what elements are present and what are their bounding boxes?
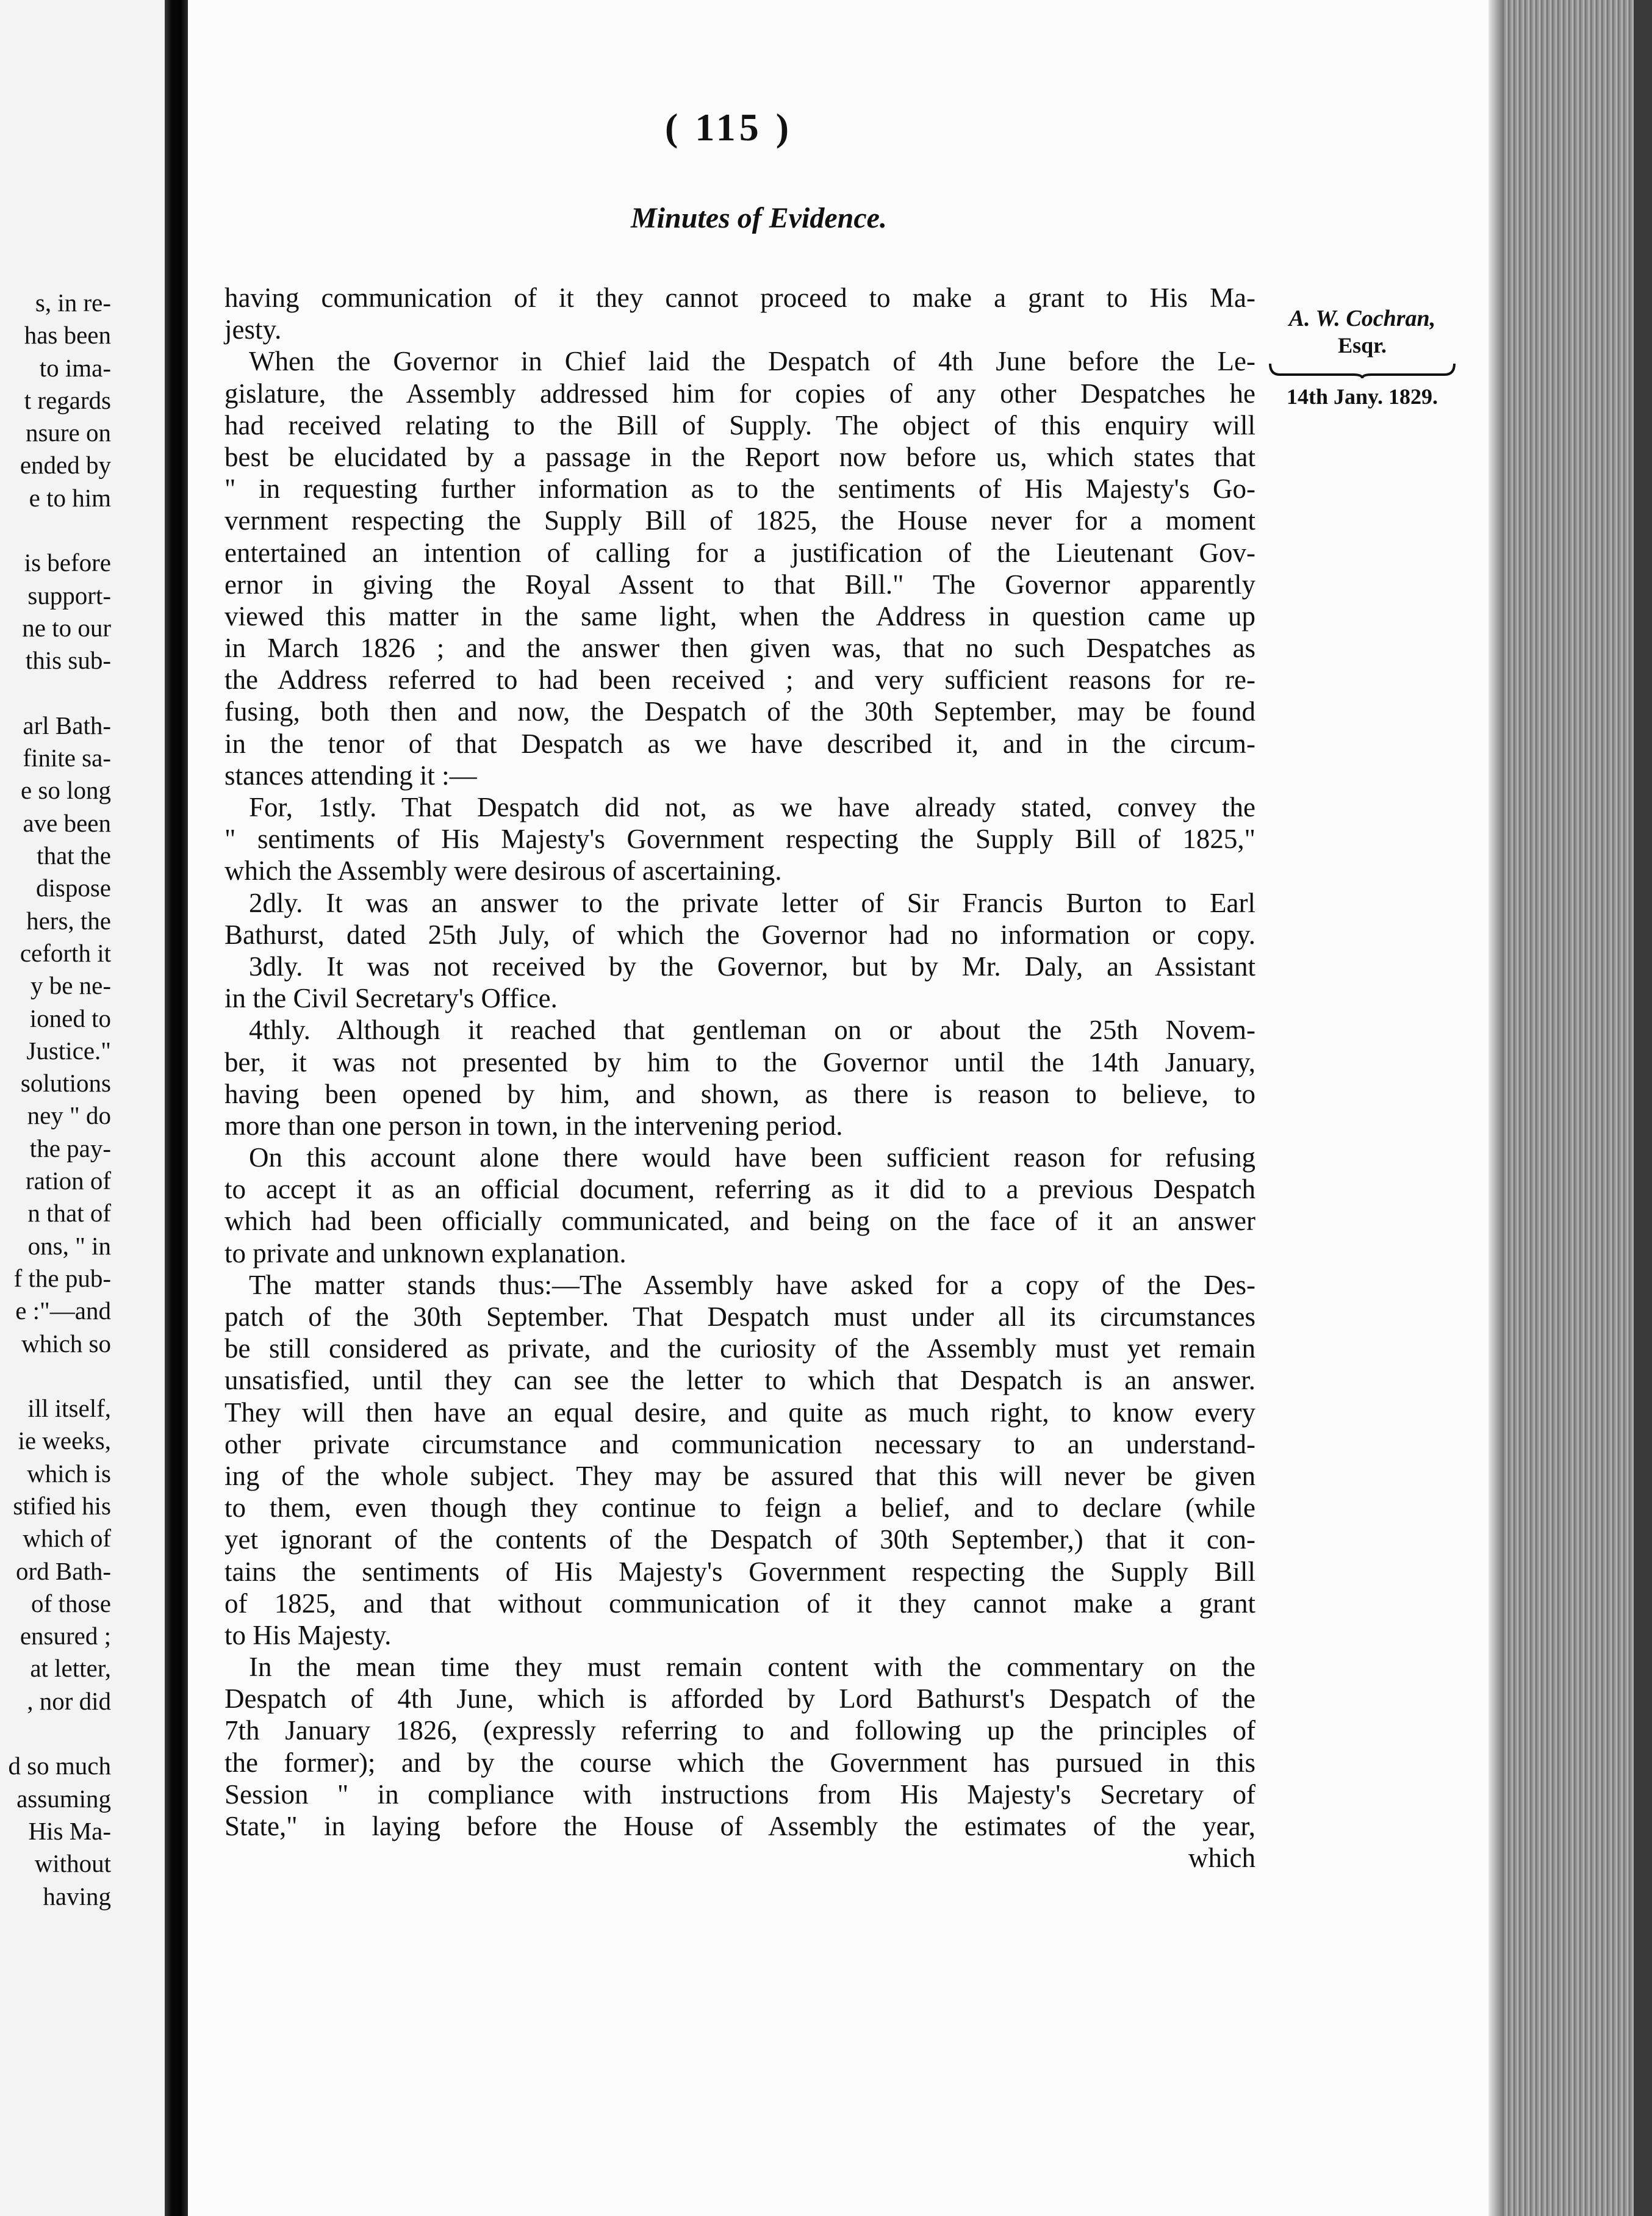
body-line: " sentiments of His Majesty's Government respecting the Supply Bill of 1825,": [224, 824, 1255, 855]
left-page-line: ave been: [23, 808, 111, 837]
page-edges: [1489, 0, 1652, 2216]
left-page-line: hers, the: [26, 906, 111, 935]
body-line: the Address referred to had been received ; and very sufficient reasons for re-: [224, 664, 1255, 696]
left-page-line: which of: [23, 1524, 111, 1553]
body-line: gislature, the Assembly addressed him for copies of any other Despatches he: [224, 378, 1255, 409]
evidence-date: 14th Jany. 1829.: [1286, 384, 1438, 409]
left-page-line: ill itself,: [27, 1394, 111, 1423]
body-line: 7th January 1826, (expressly referring to and following up the principles of: [224, 1715, 1255, 1746]
left-page-line: d so much: [8, 1752, 111, 1780]
left-page-line: at letter,: [30, 1654, 111, 1683]
body-line: of 1825, and that without communication of it they cannot make a grant: [224, 1588, 1255, 1619]
left-page-line: ne to our: [22, 613, 111, 642]
body-line: having communication of it they cannot proceed to make a grant to His Ma-: [224, 282, 1255, 313]
left-page-line: dispose: [36, 874, 111, 902]
body-line: other private circumstance and communication necessary to an understand-: [224, 1428, 1255, 1459]
body-line: in the Civil Secretary's Office.: [224, 983, 558, 1014]
body-line: In the mean time they must remain content with the commentary on the: [249, 1652, 1255, 1683]
left-page-line: solutions: [20, 1069, 111, 1098]
left-page-line: ensured ;: [20, 1622, 111, 1650]
left-page-line: e so long: [20, 776, 111, 805]
body-line: The matter stands thus:—The Assembly have asked for a copy of the Des-: [249, 1269, 1255, 1300]
body-line: which had been officially communicated, and being on the face of it an answer: [224, 1206, 1255, 1237]
body-line: ing of the whole subject. They may be assured that this will never be given: [224, 1460, 1255, 1491]
body-line: " in requesting further information as to the sentiments of His Majesty's Go-: [224, 473, 1255, 505]
left-page-line: which is: [27, 1459, 111, 1488]
body-line: to private and unknown explanation.: [224, 1237, 627, 1268]
left-page-gap: [0, 1718, 111, 1750]
left-page-line: ons, " in: [27, 1231, 111, 1260]
left-page-gap: [0, 514, 111, 547]
marginal-note: [1262, 305, 1463, 410]
left-page-line: ceforth it: [20, 938, 111, 967]
body-line: which: [1188, 1843, 1255, 1874]
witness-title: Esqr.: [1338, 333, 1387, 358]
left-page-line: f the pub-: [13, 1264, 111, 1292]
left-page-line: Justice.": [26, 1036, 111, 1065]
left-page-line: has been: [24, 321, 111, 350]
body-line: 2dly. It was an answer to the private letter of Sir Francis Burton to Earl: [249, 887, 1255, 918]
running-title: Minutes of Evidence.: [631, 202, 887, 234]
left-page-line: having: [43, 1882, 111, 1910]
marginal-brace: [1268, 361, 1457, 380]
left-page-line: y be ne-: [30, 971, 111, 1000]
body-line: viewed this matter in the same light, when the Address in question came up: [224, 600, 1255, 631]
left-page-line: nsure on: [25, 419, 111, 447]
left-page-line: the pay-: [29, 1134, 111, 1162]
left-page-line: arl Bath-: [23, 711, 111, 739]
body-line: unsatisfied, until they can see the letter to which that Despatch is an answer.: [224, 1365, 1255, 1396]
left-page-fragment: [0, 0, 165, 2216]
left-page-line: ord Bath-: [16, 1556, 111, 1585]
left-page-line: stified his: [13, 1491, 111, 1520]
body-line: ernor in giving the Royal Assent to that Bill." The Governor apparently: [224, 569, 1255, 600]
left-page-line: t regards: [24, 386, 111, 414]
left-page-line: which so: [21, 1329, 111, 1358]
body-line: vernment respecting the Supply Bill of 1825, the House never for a moment: [224, 505, 1255, 536]
body-line: Session " in compliance with instructions from His Majesty's Secretary of: [224, 1779, 1255, 1810]
body-line: jesty.: [224, 314, 282, 345]
body-line: best be elucidated by a passage in the Report now before us, which states that: [224, 441, 1255, 472]
left-page-line: without: [34, 1849, 111, 1878]
left-page-line: His Ma-: [28, 1816, 111, 1845]
left-page-line: ney " do: [27, 1101, 111, 1130]
left-page-line: ie weeks,: [18, 1426, 111, 1455]
left-page-line: to ima-: [39, 353, 111, 382]
body-line: Despatch of 4th June, which is afforded by Lord Bathurst's Despatch of the: [224, 1683, 1255, 1714]
body-line: 3dly. It was not received by the Governor, but by Mr. Daly, an Assistant: [249, 951, 1255, 982]
body-line: tains the sentiments of His Majesty's Government respecting the Supply Bill: [224, 1556, 1255, 1587]
body-line: having been opened by him, and shown, as there is reason to believe, to: [224, 1078, 1255, 1109]
left-page-line: of those: [31, 1589, 111, 1617]
body-text: [224, 282, 1255, 1874]
left-page-line: e to him: [29, 483, 111, 512]
left-page-line: ended by: [20, 451, 111, 480]
body-line: which the Assembly were desirous of ascertaining.: [224, 855, 782, 887]
body-line: patch of the 30th September. That Despatch must under all its circumstances: [224, 1301, 1255, 1332]
left-page-line: is before: [24, 549, 111, 577]
left-page-line: finite sa-: [23, 744, 111, 772]
body-line: in the tenor of that Despatch as we have described it, and in the circum-: [224, 728, 1255, 759]
body-line: They will then have an equal desire, and quite as much right, to know every: [224, 1397, 1255, 1428]
body-line: yet ignorant of the contents of the Despatch of 30th September,) that it con-: [224, 1524, 1255, 1555]
body-line: to accept it as an official document, referring as it did to a previous Despatch: [224, 1174, 1255, 1205]
left-page-line: ioned to: [29, 1004, 111, 1032]
left-page-line: ration of: [25, 1167, 111, 1195]
left-page-line: support-: [27, 581, 111, 610]
left-page-line: assuming: [16, 1784, 111, 1813]
left-page-gap: [0, 1360, 111, 1392]
body-line: more than one person in town, in the intervening period.: [224, 1110, 843, 1141]
body-line: to His Majesty.: [224, 1619, 392, 1650]
left-page-line: e :"—and: [15, 1297, 111, 1325]
body-line: stances attending it :—: [224, 760, 477, 791]
body-line: 4thly. Although it reached that gentleman on or about the 25th Novem-: [249, 1015, 1255, 1046]
scan-border: [1634, 0, 1652, 2216]
body-line: State," in laying before the House of Assembly the estimates of the year,: [224, 1811, 1255, 1841]
left-page-line: , nor did: [27, 1686, 111, 1715]
body-line: ber, it was not presented by him to the Governor until the 14th January,: [224, 1046, 1255, 1077]
left-page-line: that the: [37, 841, 111, 870]
left-page-line: n that of: [27, 1199, 111, 1228]
body-line: entertained an intention of calling for a justification of the Lieutenant Gov-: [224, 537, 1255, 568]
body-line: For, 1stly. That Despatch did not, as we have already stated, convey the: [249, 792, 1255, 822]
body-line: in March 1826 ; and the answer then given was, that no such Despatches as: [224, 633, 1255, 664]
body-line: fusing, both then and now, the Despatch of the 30th September, may be found: [224, 696, 1255, 727]
body-line: be still considered as private, and the curiosity of the Assembly must yet remain: [224, 1333, 1255, 1364]
body-line: the former); and by the course which the Government has pursued in this: [224, 1747, 1255, 1778]
book-gutter: [165, 0, 188, 2216]
left-page-gap: [0, 677, 111, 710]
body-line: to them, even though they continue to feign a belief, and to declare (while: [224, 1492, 1255, 1524]
body-line: had received relating to the Bill of Supply. The object of this enquiry will: [224, 409, 1255, 441]
left-page-line: this sub-: [25, 646, 111, 675]
left-page-text-column: [0, 287, 111, 1913]
body-line: On this account alone there would have been sufficient reason for refusing: [249, 1142, 1255, 1173]
page-number: ( 115 ): [665, 106, 793, 149]
left-page-line: s, in re-: [35, 289, 111, 317]
witness-name: A. W. Cochran,: [1288, 306, 1436, 331]
body-line: When the Governor in Chief laid the Despatch of 4th June before the Le-: [249, 346, 1255, 377]
body-line: Bathurst, dated 25th July, of which the Governor had no information or copy.: [224, 919, 1255, 950]
